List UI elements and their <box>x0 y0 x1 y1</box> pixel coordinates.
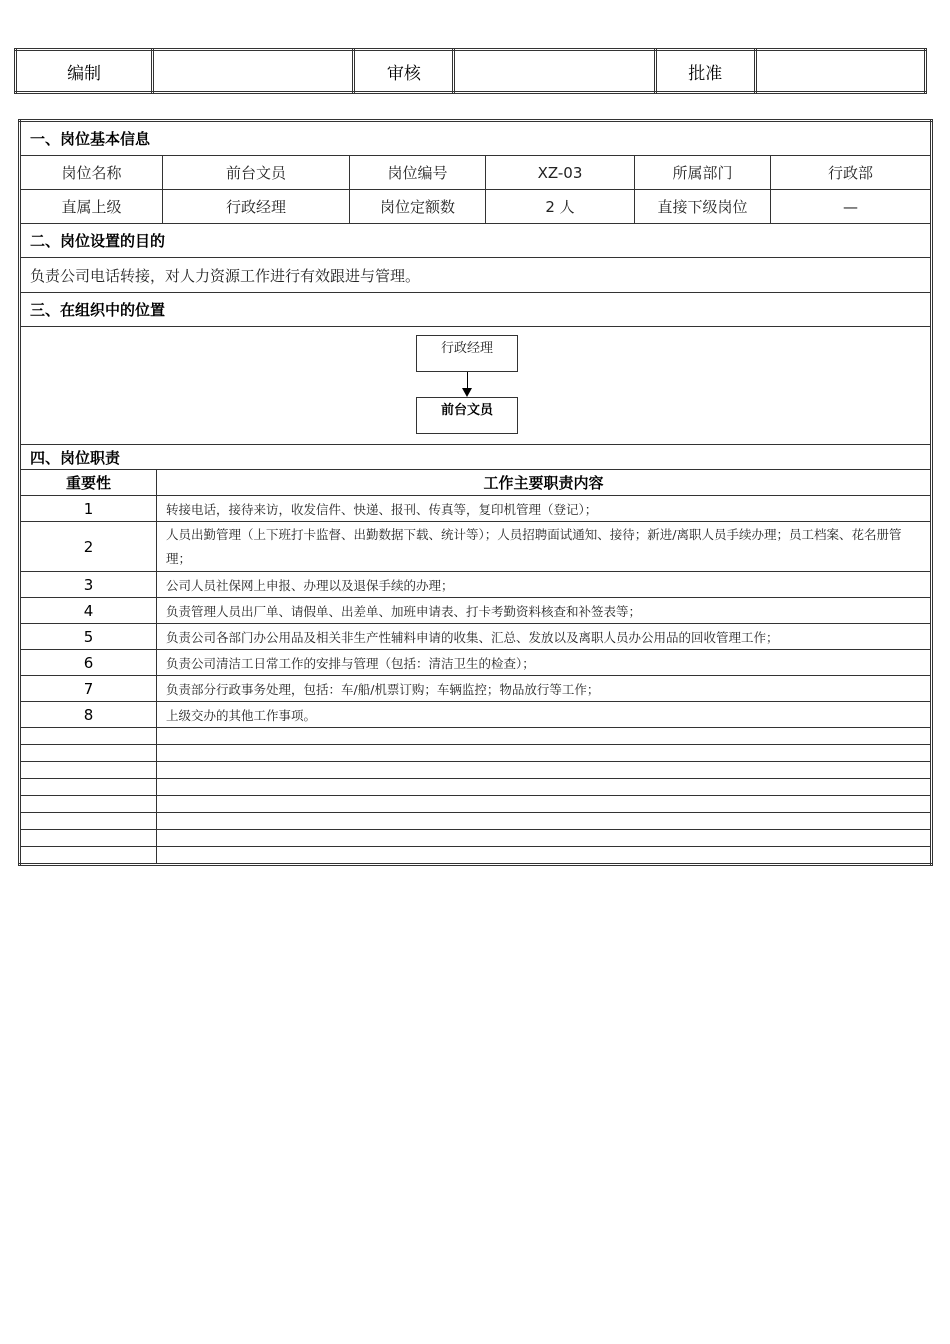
duty-row <box>20 702 932 728</box>
blank-cell[interactable] <box>157 813 932 830</box>
duty-number: 4 <box>20 598 157 624</box>
review-value-field[interactable] <box>454 50 655 93</box>
org-chart-cell <box>20 327 932 445</box>
blank-cell[interactable] <box>157 762 932 779</box>
blank-cell[interactable] <box>20 728 157 745</box>
position-code-value: XZ-03 <box>486 156 635 190</box>
section-duties-title: 四、岗位职责 <box>20 445 932 470</box>
blank-cell[interactable] <box>20 796 157 813</box>
position-name-value: 前台文员 <box>163 156 350 190</box>
org-arrow-icon <box>462 388 472 397</box>
review-label: 审核 <box>354 50 454 93</box>
approval-table <box>14 48 927 94</box>
duty-row <box>20 572 932 598</box>
duty-number: 8 <box>20 702 157 728</box>
quota-value: 2 人 <box>486 190 635 224</box>
position-name-label: 岗位名称 <box>20 156 163 190</box>
blank-cell[interactable] <box>20 745 157 762</box>
quota-label: 岗位定额数 <box>350 190 486 224</box>
blank-duty-row <box>20 728 932 745</box>
duty-row <box>20 522 932 572</box>
duty-number: 1 <box>20 496 157 522</box>
org-connector-line <box>467 372 468 389</box>
position-code-label: 岗位编号 <box>350 156 486 190</box>
duty-text: 上级交办的其他工作事项。 <box>157 702 932 728</box>
duty-row <box>20 496 932 522</box>
blank-cell[interactable] <box>20 813 157 830</box>
section-purpose-title: 二、岗位设置的目的 <box>20 224 932 258</box>
duty-text: 人员出勤管理（上下班打卡监督、出勤数据下载、统计等）；人员招聘面试通知、接待；新进/离职人员手续办理；员工档案、花名册管理； <box>157 522 932 572</box>
duty-text: 负责部分行政事务处理，包括：车/船/机票订购；车辆监控；物品放行等工作； <box>157 676 932 702</box>
blank-cell[interactable] <box>20 762 157 779</box>
info-row-1 <box>20 156 932 190</box>
blank-cell[interactable] <box>157 779 932 796</box>
superior-label: 直属上级 <box>20 190 163 224</box>
blank-duty-row <box>20 762 932 779</box>
job-description-table <box>18 119 933 866</box>
duty-number: 6 <box>20 650 157 676</box>
org-box-clerk: 前台文员 <box>416 397 518 434</box>
duties-header-row <box>20 470 932 496</box>
subordinate-label: 直接下级岗位 <box>635 190 771 224</box>
compile-value-field[interactable] <box>153 50 354 93</box>
org-box-manager: 行政经理 <box>416 335 518 372</box>
compile-label: 编制 <box>16 50 153 93</box>
blank-cell[interactable] <box>157 796 932 813</box>
approve-value-field[interactable] <box>755 50 925 93</box>
importance-header: 重要性 <box>20 470 157 496</box>
blank-duty-row <box>20 745 932 762</box>
duty-text: 负责管理人员出厂单、请假单、出差单、加班申请表、打卡考勤资料核查和补签表等； <box>157 598 932 624</box>
blank-cell[interactable] <box>20 779 157 796</box>
blank-cell[interactable] <box>157 830 932 847</box>
section-org-position-title: 三、在组织中的位置 <box>20 293 932 327</box>
content-header: 工作主要职责内容 <box>157 470 932 496</box>
duty-text: 转接电话，接待来访，收发信件、快递、报刊、传真等，复印机管理（登记）； <box>157 496 932 522</box>
blank-duty-row <box>20 779 932 796</box>
blank-duty-row <box>20 796 932 813</box>
department-label: 所属部门 <box>635 156 771 190</box>
subordinate-value: — <box>771 190 932 224</box>
duty-text: 负责公司各部门办公用品及相关非生产性辅料申请的收集、汇总、发放以及离职人员办公用品的回收管理工作； <box>157 624 932 650</box>
info-row-2 <box>20 190 932 224</box>
section-basic-info-title: 一、岗位基本信息 <box>20 121 932 156</box>
blank-cell[interactable] <box>157 847 932 865</box>
blank-cell[interactable] <box>20 847 157 865</box>
duty-number: 3 <box>20 572 157 598</box>
duty-text: 负责公司清洁工日常工作的安排与管理（包括：清洁卫生的检查）； <box>157 650 932 676</box>
superior-value: 行政经理 <box>163 190 350 224</box>
duty-number: 7 <box>20 676 157 702</box>
department-value: 行政部 <box>771 156 932 190</box>
approve-label: 批准 <box>655 50 755 93</box>
duty-row <box>20 676 932 702</box>
duty-row <box>20 598 932 624</box>
purpose-text: 负责公司电话转接，对人力资源工作进行有效跟进与管理。 <box>20 258 932 293</box>
blank-duty-row <box>20 847 932 865</box>
duty-text: 公司人员社保网上申报、办理以及退保手续的办理； <box>157 572 932 598</box>
blank-cell[interactable] <box>20 830 157 847</box>
blank-cell[interactable] <box>157 728 932 745</box>
blank-duty-row <box>20 830 932 847</box>
blank-duty-row <box>20 813 932 830</box>
blank-cell[interactable] <box>157 745 932 762</box>
duty-number: 2 <box>20 522 157 572</box>
duty-row <box>20 624 932 650</box>
duty-number: 5 <box>20 624 157 650</box>
duty-row <box>20 650 932 676</box>
org-chart <box>21 327 933 444</box>
